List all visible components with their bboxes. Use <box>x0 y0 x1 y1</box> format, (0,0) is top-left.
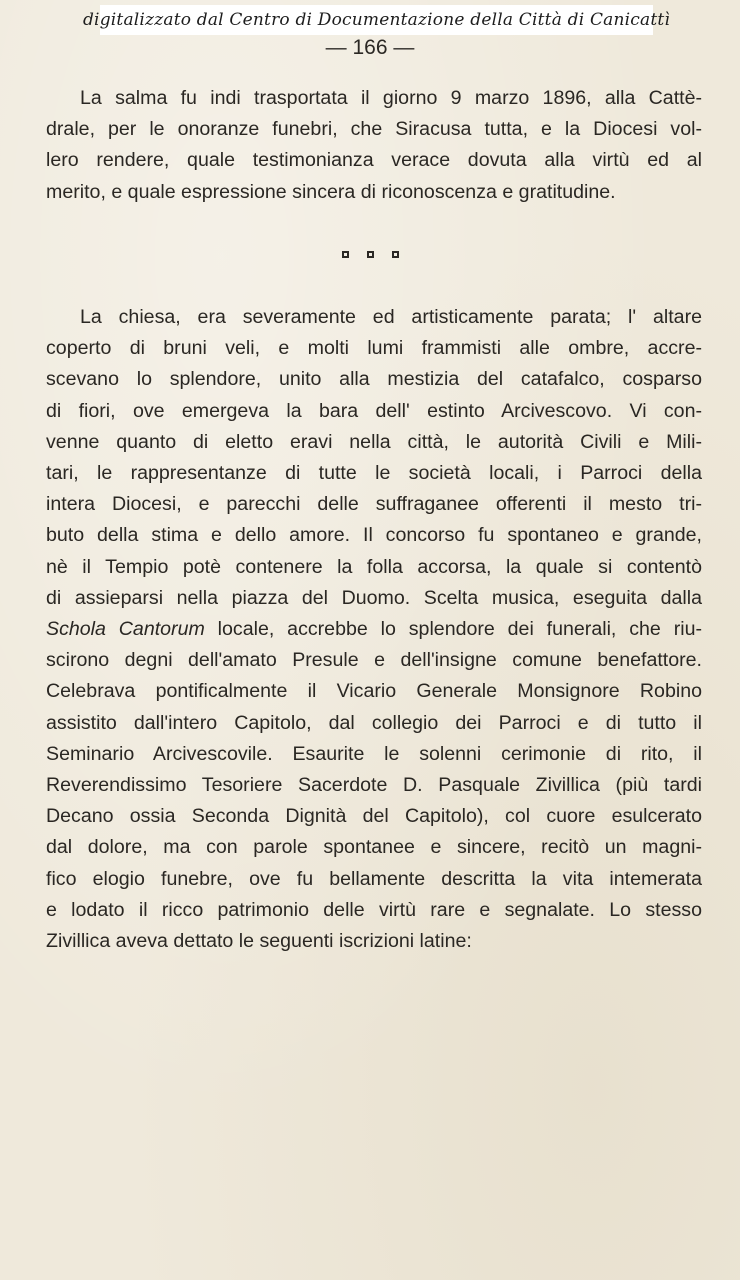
text-line: di assieparsi nella piazza del Duomo. Scelta musica, eseguita dalla <box>46 586 702 609</box>
text-line: Celebrava pontificalmente il Vicario Generale Monsignore Robino <box>46 680 702 703</box>
text-line: lero rendere, quale testimonianza verace dovuta alla virtù ed al <box>46 149 702 172</box>
text-line: drale, per le onoranze funebri, che Siracusa tutta, e la Diocesi vol- <box>46 118 702 141</box>
text-line-with-italic <box>46 614 702 645</box>
text-line: La salma fu indi trasportata il giorno 9 marzo 1896, alla Cattè- <box>80 87 702 109</box>
text-line: coperto di bruni veli, e molti lumi frammisti alle ombre, accre- <box>46 337 702 360</box>
paragraph-funeral-ceremony <box>46 302 702 957</box>
text-line: tari, le rappresentanze di tutte le società locali, i Parroci della <box>46 462 702 485</box>
text-line: scirono degni dell'amato Presule e dell'insigne comune benefattore. <box>46 649 702 672</box>
text-line: La chiesa, era severamente ed artisticamente parata; l' altare <box>80 306 702 328</box>
text-line: e lodato il ricco patrimonio delle virtù rare e segnalate. Lo stesso <box>46 898 702 921</box>
text-line: scevano lo splendore, unito alla mestizia del catafalco, cosparso <box>46 368 702 391</box>
digitization-watermark: digitalizzato dal Centro di Documentazione della Città di Canicattì <box>100 5 653 35</box>
separator-square-icon <box>367 251 374 258</box>
text-line: intera Diocesi, e parecchi delle suffraganee offerenti il mesto tri- <box>46 493 702 516</box>
text-line: di fiori, ove emergeva la bara dell' estinto Arcivescovo. Vi con- <box>46 399 702 422</box>
text-line: fico elogio funebre, ove fu bellamente descritta la vita intemerata <box>46 867 702 890</box>
text-line: Zivillica aveva dettato le seguenti iscrizioni latine: <box>46 930 472 953</box>
italic-choir-name: Schola Cantorum <box>46 618 205 641</box>
page-number: — 166 — <box>325 36 415 59</box>
text-line: assistito dall'intero Capitolo, dal collegio dei Parroci e di tutto il <box>46 711 702 734</box>
text-line: buto della stima e dello amore. Il concorso fu spontaneo e grande, <box>46 524 702 547</box>
text-line: nè il Tempio potè contenere la folla accorsa, la quale si contentò <box>46 555 702 578</box>
separator-square-icon <box>392 251 399 258</box>
text-line: Reverendissimo Tesoriere Sacerdote D. Pasquale Zivillica (più tardi <box>46 774 702 797</box>
text-line: Seminario Arcivescovile. Esaurite le solenni cerimonie di rito, il <box>46 742 702 765</box>
text-line: dal dolore, ma con parole spontanee e sincere, recitò un magni- <box>46 836 702 859</box>
separator-square-icon <box>342 251 349 258</box>
text-line: venne quanto di eletto eravi nella città, le autorità Civili e Mili- <box>46 430 702 453</box>
paragraph-burial-transfer <box>46 83 702 208</box>
text-line: merito, e quale espressione sincera di riconoscenza e gratitudine. <box>46 180 616 203</box>
text-fragment: locale, accrebbe lo splendore dei funerali, che riu- <box>204 618 702 641</box>
text-line: Decano ossia Seconda Dignità del Capitolo), col cuore esulcerato <box>46 805 702 828</box>
section-separator <box>0 251 740 258</box>
